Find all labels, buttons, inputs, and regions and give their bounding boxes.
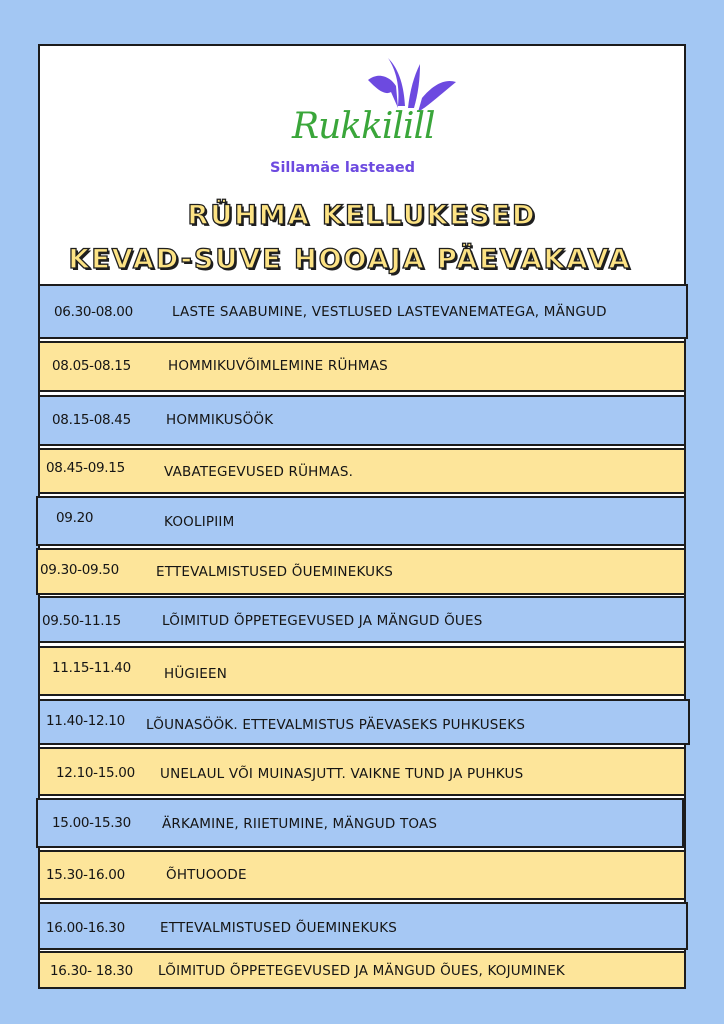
- row-time: 16.30- 18.30: [50, 963, 133, 979]
- row-time: 11.40-12.10: [46, 713, 125, 729]
- schedule-row: [36, 496, 686, 546]
- row-time: 12.10-15.00: [56, 765, 135, 781]
- row-activity: UNELAUL VÕI MUINASJUTT. VAIKNE TUND JA PUHKUS: [160, 766, 524, 782]
- row-time: 16.00-16.30: [46, 920, 125, 936]
- row-activity: ETTEVALMISTUSED ÕUEMINEKUKS: [160, 920, 398, 936]
- schedule-row: [38, 699, 690, 745]
- row-activity: LÕIMITUD ÕPPETEGEVUSED JA MÄNGUD ÕUES, KOJUMINEK: [158, 963, 565, 979]
- row-activity: LÕUNASÖÖK. ETTEVALMISTUS PÄEVASEKS PUHKUSEKS: [146, 717, 526, 733]
- row-time: 11.15-11.40: [52, 660, 131, 676]
- row-activity: HOMMIKUSÖÖK: [166, 412, 274, 428]
- row-time: 09.50-11.15: [42, 613, 121, 629]
- row-activity: LÕIMITUD ÕPPETEGEVUSED JA MÄNGUD ÕUES: [162, 613, 483, 629]
- logo: [250, 50, 460, 185]
- logo-wordmark: Rukkilill: [292, 106, 435, 147]
- row-activity: KOOLIPIIM: [164, 514, 235, 530]
- schedule-row: [38, 448, 686, 494]
- row-time: 15.30-16.00: [46, 867, 125, 883]
- row-activity: ETTEVALMISTUSED ÕUEMINEKUKS: [156, 564, 394, 580]
- schedule-row: [38, 646, 686, 696]
- schedule-row: [38, 596, 686, 643]
- schedule-row: [38, 902, 688, 950]
- logo-subtitle: Sillamäe lasteaed: [270, 160, 416, 176]
- schedule-row: [38, 951, 686, 989]
- row-time: 08.15-08.45: [52, 412, 131, 428]
- row-time: 06.30-08.00: [54, 304, 133, 320]
- row-activity: ÕHTUOODE: [166, 867, 247, 883]
- row-activity: LASTE SAABUMINE, VESTLUSED LASTEVANEMATEGA, MÄNGUD: [172, 304, 607, 320]
- row-activity: ÄRKAMINE, RIIETUMINE, MÄNGUD TOAS: [162, 816, 438, 832]
- schedule-title: KEVAD-SUVE HOOAJA PÄEVAKAVA: [68, 244, 632, 275]
- row-activity: HOMMIKUVÕIMLEMINE RÜHMAS: [168, 358, 388, 374]
- row-time: 09.20: [56, 510, 94, 526]
- group-title: RÜHMA KELLUKESED: [187, 200, 537, 231]
- schedule-row: [36, 798, 684, 848]
- schedule-row: [38, 395, 686, 446]
- schedule-row: [38, 747, 686, 796]
- row-time: 15.00-15.30: [52, 815, 131, 831]
- row-activity: HÜGIEEN: [164, 666, 228, 682]
- schedule-row: [36, 548, 686, 595]
- row-time: 09.30-09.50: [40, 562, 119, 578]
- row-time: 08.05-08.15: [52, 358, 131, 374]
- row-activity: VABATEGEVUSED RÜHMAS.: [164, 464, 354, 480]
- row-time: 08.45-09.15: [46, 460, 125, 476]
- schedule-row: [38, 284, 688, 339]
- schedule-row: [38, 341, 686, 392]
- schedule-row: [38, 850, 686, 900]
